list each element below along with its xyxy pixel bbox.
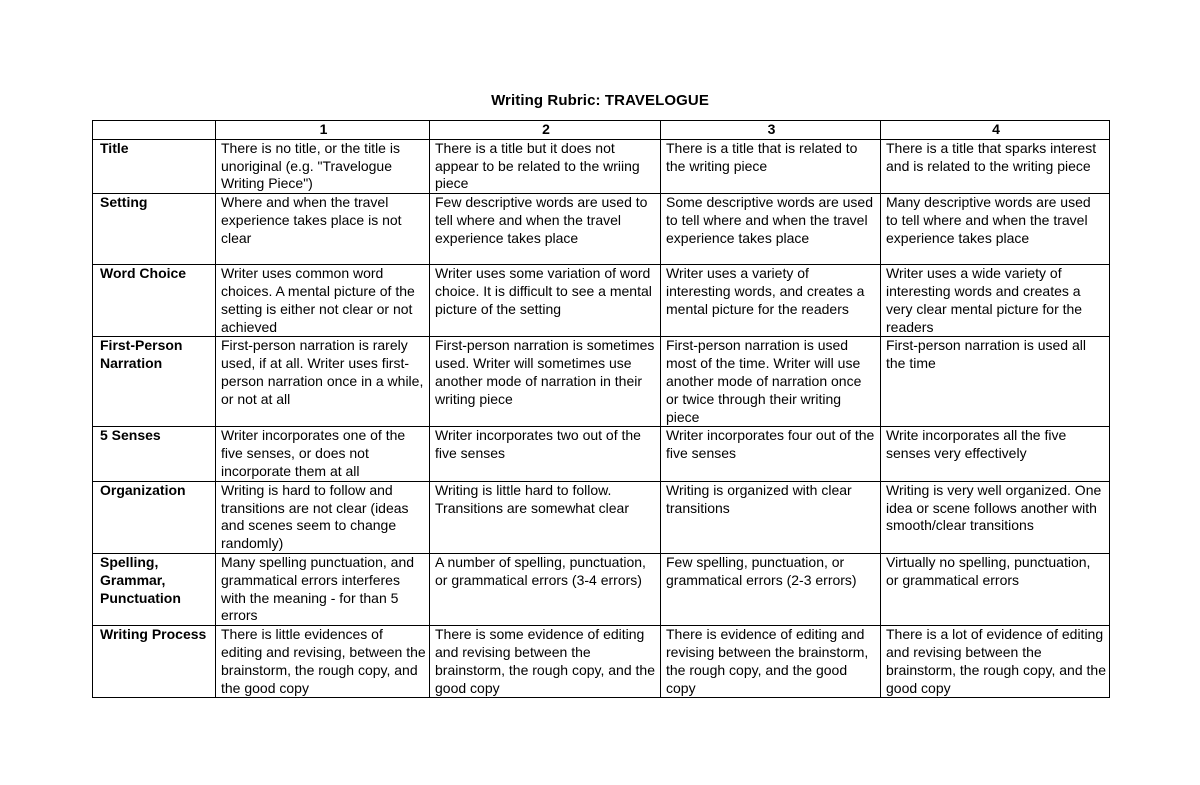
cell-spelling-3: Few spelling, punctuation, or grammatical errors (2-3 errors) <box>661 553 881 625</box>
criterion-setting: Setting <box>93 194 216 265</box>
criterion-first-person: First-Person Narration <box>93 337 216 427</box>
cell-title-1: There is no title, or the title is unoriginal (e.g. "Travelogue Writing Piece") <box>216 139 430 193</box>
cell-organization-2: Writing is little hard to follow. Transitions are somewhat clear <box>430 481 661 553</box>
cell-word-choice-4: Writer uses a wide variety of interesting words and creates a very clear mental picture for the readers <box>881 265 1110 337</box>
rubric-row-first-person <box>93 337 1110 427</box>
cell-first-person-2: First-person narration is sometimes used. Writer will sometimes use another mode of narration in their writing piece <box>430 337 661 427</box>
criterion-title: Title <box>93 139 216 193</box>
header-score-4: 4 <box>881 121 1110 140</box>
cell-first-person-1: First-person narration is rarely used, if at all. Writer uses first-person narration once in a while, or not at all <box>216 337 430 427</box>
cell-first-person-3: First-person narration is used most of the time. Writer will use another mode of narration once or twice through their writing piece <box>661 337 881 427</box>
rubric-row-setting <box>93 194 1110 265</box>
cell-organization-4: Writing is very well organized. One idea or scene follows another with smooth/clear transitions <box>881 481 1110 553</box>
cell-word-choice-1: Writer uses common word choices. A mental picture of the setting is either not clear or not achieved <box>216 265 430 337</box>
cell-writing-process-4: There is a lot of evidence of editing and revising between the brainstorm, the rough copy, and the good copy <box>881 626 1110 698</box>
rubric-table <box>92 120 1110 698</box>
cell-setting-1: Where and when the travel experience takes place is not clear <box>216 194 430 265</box>
cell-title-2: There is a title but it does not appear to be related to the wriing piece <box>430 139 661 193</box>
cell-spelling-1: Many spelling punctuation, and grammatical errors interferes with the meaning - for than 5 errors <box>216 553 430 625</box>
cell-5-senses-2: Writer incorporates two out of the five senses <box>430 427 661 481</box>
cell-first-person-4: First-person narration is used all the time <box>881 337 1110 427</box>
cell-setting-4: Many descriptive words are used to tell where and when the travel experience takes place <box>881 194 1110 265</box>
header-score-1: 1 <box>216 121 430 140</box>
cell-word-choice-2: Writer uses some variation of word choice. It is difficult to see a mental picture of the setting <box>430 265 661 337</box>
cell-5-senses-4: Write incorporates all the five senses very effectively <box>881 427 1110 481</box>
cell-spelling-4: Virtually no spelling, punctuation, or grammatical errors <box>881 553 1110 625</box>
cell-writing-process-1: There is little evidences of editing and revising, between the brainstorm, the rough copy, and the good copy <box>216 626 430 698</box>
criterion-word-choice: Word Choice <box>93 265 216 337</box>
rubric-row-writing-process <box>93 626 1110 698</box>
cell-organization-1: Writing is hard to follow and transitions are not clear (ideas and scenes seem to change randomly) <box>216 481 430 553</box>
header-score-2: 2 <box>430 121 661 140</box>
cell-title-4: There is a title that sparks interest and is related to the writing piece <box>881 139 1110 193</box>
cell-writing-process-3: There is evidence of editing and revising between the brainstorm, the rough copy, and the good copy <box>661 626 881 698</box>
cell-setting-3: Some descriptive words are used to tell where and when the travel experience takes place <box>661 194 881 265</box>
header-criterion <box>93 121 216 140</box>
rubric-row-title <box>93 139 1110 193</box>
cell-word-choice-3: Writer uses a variety of interesting words, and creates a mental picture for the readers <box>661 265 881 337</box>
cell-title-3: There is a title that is related to the writing piece <box>661 139 881 193</box>
rubric-row-organization <box>93 481 1110 553</box>
rubric-row-5-senses <box>93 427 1110 481</box>
cell-setting-2: Few descriptive words are used to tell where and when the travel experience takes place <box>430 194 661 265</box>
cell-spelling-2: A number of spelling, punctuation, or grammatical errors (3-4 errors) <box>430 553 661 625</box>
rubric-row-word-choice <box>93 265 1110 337</box>
rubric-row-spelling <box>93 553 1110 625</box>
criterion-organization: Organization <box>93 481 216 553</box>
rubric-header-row <box>93 121 1110 140</box>
document-title: Writing Rubric: TRAVELOGUE <box>491 92 709 109</box>
cell-5-senses-3: Writer incorporates four out of the five senses <box>661 427 881 481</box>
cell-organization-3: Writing is organized with clear transitions <box>661 481 881 553</box>
criterion-spelling: Spelling, Grammar, Punctuation <box>93 553 216 625</box>
cell-5-senses-1: Writer incorporates one of the five senses, or does not incorporate them at all <box>216 427 430 481</box>
criterion-writing-process: Writing Process <box>93 626 216 698</box>
cell-writing-process-2: There is some evidence of editing and revising between the brainstorm, the rough copy, and the good copy <box>430 626 661 698</box>
header-score-3: 3 <box>661 121 881 140</box>
criterion-5-senses: 5 Senses <box>93 427 216 481</box>
